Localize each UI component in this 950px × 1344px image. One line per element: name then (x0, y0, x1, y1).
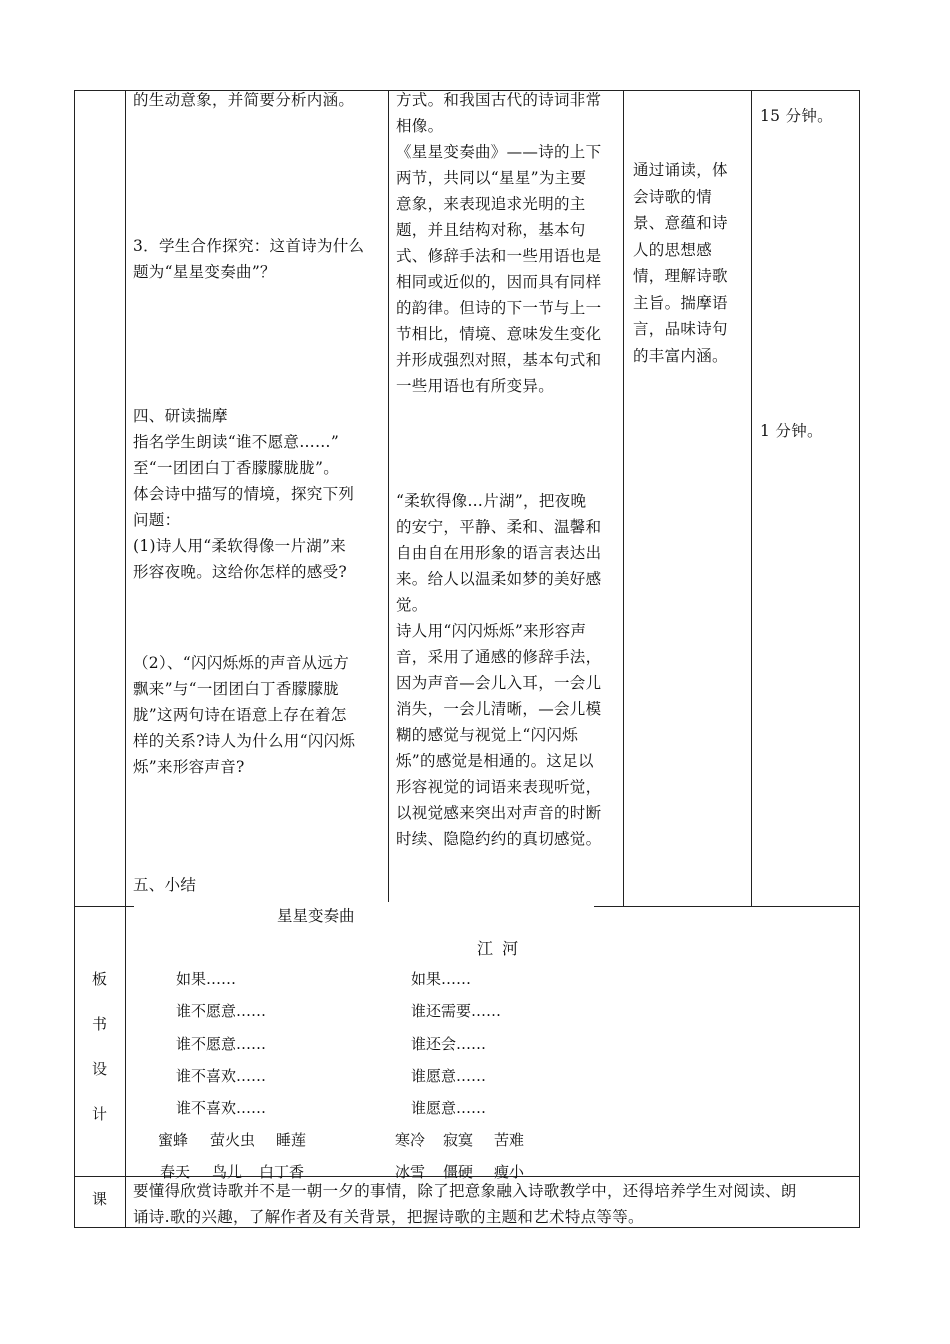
board-label-char: 书 (92, 1015, 108, 1033)
table-right-border (859, 90, 860, 1228)
table-left-border (74, 90, 75, 1228)
step-paragraph-study-and-savor: 四、研读揣摩 指名学生朗读“谁不愿意……” 至“一团团白丁香朦朦胧胧”。 体会诗中描写的情境，探究下列 问题： (1)诗人用“柔软得像一片湖”来 形容夜晚。这给你怎样的感受? (133, 407, 355, 581)
answer-paragraph-imagery: “柔软得像…片湖”，把夜晚 的安宁，平静、柔和、温馨和 自由自在用形象的语言表达出 来。给人以温柔如梦的美好感 觉。 诗人用“闪闪烁烁”来形容声 音，采用了通感的修辞手法， 因为声音—会儿入耳，一会儿 消失，一会儿清晰，—会儿模 糊的感觉与视觉上“闪闪烁 烁”的感觉是相通的。这足以 形容视觉的词语来表现听觉， 以视觉感来突出对声音的时断 时续、隐隐约约的真切感觉。 (396, 492, 602, 848)
board-left-word: 睡莲 (276, 1131, 307, 1149)
board-right-word: 瘦小 (494, 1163, 525, 1181)
board-right-word: 苦难 (494, 1131, 525, 1149)
board-left-line: 谁不愿意…… (176, 1002, 267, 1020)
board-right-line: 谁还需要…… (411, 1002, 502, 1020)
board-left-word: 鸟儿 (212, 1163, 243, 1181)
board-right-line: 如果…… (411, 970, 472, 988)
column-divider-2 (388, 90, 389, 906)
time-label-15min: 15 分钟。 (760, 107, 833, 125)
board-right-heading: 江 河 (477, 939, 521, 958)
board-right-word: 寒冷 (395, 1131, 426, 1149)
board-left-word: 白丁香 (259, 1163, 305, 1181)
time-label-1min: 1 分钟。 (760, 422, 823, 440)
board-left-line: 谁不喜欢…… (176, 1067, 267, 1085)
board-left-word: 春天 (160, 1163, 191, 1181)
column-divider-1 (125, 90, 126, 1228)
board-right-line: 谁还会…… (411, 1035, 487, 1053)
column-divider-3 (623, 90, 624, 906)
board-right-word: 僵硬 (443, 1163, 474, 1181)
step-paragraph-summary: 五、小结 (133, 876, 197, 894)
reflection-label: 课 (92, 1190, 108, 1208)
column-divider-4 (751, 90, 752, 906)
board-label-char: 板 (92, 970, 108, 988)
board-right-line: 谁愿意…… (411, 1067, 487, 1085)
step-paragraph-cooperative-inquiry: 3．学生合作探究：这首诗为什么 题为“星星变奏曲”？ (133, 237, 365, 281)
design-intent-paragraph: 通过诵读，体 会诗歌的情 景、意蕴和诗 人的思想感 情，理解诗歌 主旨。揣摩语 言，品味诗句 的丰富内涵。 (633, 161, 728, 365)
board-left-line: 谁不愿意…… (176, 1035, 267, 1053)
board-label-char: 设 (92, 1060, 108, 1078)
board-right-line: 谁愿意…… (411, 1099, 487, 1117)
step-paragraph-question-2: （2）、“闪闪烁烁的声音从远方 飘来”与“一团团白丁香朦朦胧 胧”这两句诗在语意上存在着怎 样的关系?诗人为什么用“闪闪烁 烁”来形容声音? (133, 654, 356, 776)
reflection-text: 要懂得欣赏诗歌并不是一朝一夕的事情，除了把意象融入诗歌教学中，还得培养学生对阅读、朗 诵诗.歌的兴趣，了解作者及有关背景，把握诗歌的主题和艺术特点等等。 (133, 1182, 797, 1226)
answer-paragraph-structure: 方式。和我国古代的诗词非常 相像。 《星星变奏曲》——诗的上下 两节，共同以“星星”为主要 意象，来表现追求光明的主 题，并且结构对称，基本句 式、修辞手法和一些用语也是 相同或近似的，因而具有同样 的韵律。但诗的下一节与上一 节相比，情境、意味发生变化 并形成强烈对照，基本句式和 一些用语也有所变异。 (396, 91, 602, 395)
step-paragraph-image-analysis: 的生动意象，并简要分析内涵。 (133, 91, 355, 109)
board-left-word: 蜜蜂 (158, 1131, 189, 1149)
board-label-char: 计 (92, 1105, 108, 1123)
board-left-word: 萤火虫 (210, 1131, 256, 1149)
board-title: 星星变奏曲 (277, 907, 355, 925)
board-right-word: 冰雪 (395, 1163, 426, 1181)
board-left-line: 谁不喜欢…… (176, 1099, 267, 1117)
board-right-word: 寂寞 (443, 1131, 474, 1149)
board-left-line: 如果…… (176, 970, 237, 988)
